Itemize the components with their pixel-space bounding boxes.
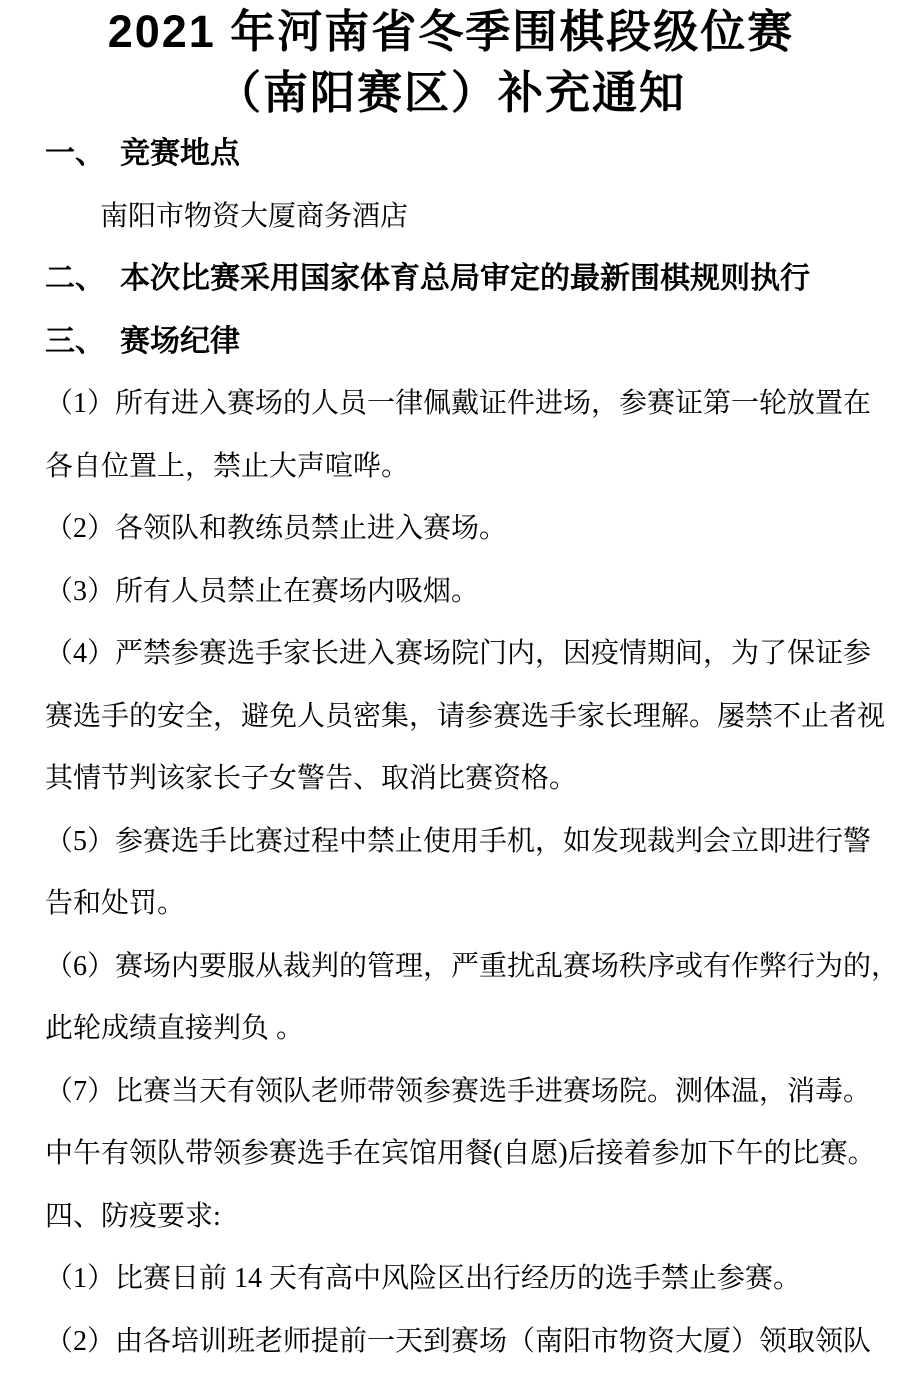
heading-competition-venue: 一、 竞赛地点	[45, 137, 240, 170]
discipline-item-2: （2）各领队和教练员禁止进入赛场。	[45, 513, 508, 544]
discipline-item-5-line-2: 告和处罚。	[45, 888, 186, 919]
discipline-item-6-line-1: （6）赛场内要服从裁判的管理，严重扰乱赛场秩序或有作弊行为的，	[45, 950, 900, 982]
document-body	[0, 123, 902, 1373]
document-title	[0, 0, 902, 123]
discipline-item-3: （3）所有人员禁止在赛场内吸烟。	[45, 575, 480, 607]
venue-name: 南阳市物资大厦商务酒店	[100, 200, 409, 232]
discipline-item-6-line-2: 此轮成绩直接判负 。	[45, 1013, 305, 1044]
title-line-1: 2021 年河南省冬季围棋段级位赛	[107, 6, 795, 57]
title-line-2: （南阳赛区）补充通知	[215, 67, 686, 118]
discipline-item-1-line-2: 各自位置上，禁止大声喧哗。	[45, 450, 410, 482]
epidemic-item-2: （2）由各培训班老师提前一天到赛场（南阳市物资大厦）领取领队	[45, 1325, 872, 1357]
discipline-item-7-line-1: （7）比赛当天有领队老师带领参赛选手进赛场院。测体温，消毒。	[45, 1075, 872, 1107]
discipline-item-5-line-1: （5）参赛选手比赛过程中禁止使用手机，如发现裁判会立即进行警	[45, 825, 872, 857]
discipline-item-4-line-1: （4）严禁参赛选手家长进入赛场院门内，因疫情期间，为了保证参	[45, 638, 872, 669]
heading-venue-discipline: 三、 赛场纪律	[45, 324, 240, 358]
discipline-item-7-line-2: 中午有领队带领参赛选手在宾馆用餐(自愿)后接着参加下午的比赛。	[45, 1138, 876, 1169]
heading-epidemic-requirements: 四、防疫要求:	[45, 1200, 221, 1232]
epidemic-item-1: （1）比赛日前 14 天有高中风险区出行经历的选手禁止参赛。	[45, 1263, 802, 1294]
discipline-item-4-line-2: 赛选手的安全，避免人员密集，请参赛选手家长理解。屡禁不止者视	[45, 700, 886, 732]
discipline-item-1-line-1: （1）所有进入赛场的人员一律佩戴证件进场，参赛证第一轮放置在	[45, 388, 872, 419]
discipline-item-4-line-3: 其情节判该家长子女警告、取消比赛资格。	[45, 763, 578, 794]
heading-rules-adopted: 二、 本次比赛采用国家体育总局审定的最新围棋规则执行	[45, 262, 810, 295]
